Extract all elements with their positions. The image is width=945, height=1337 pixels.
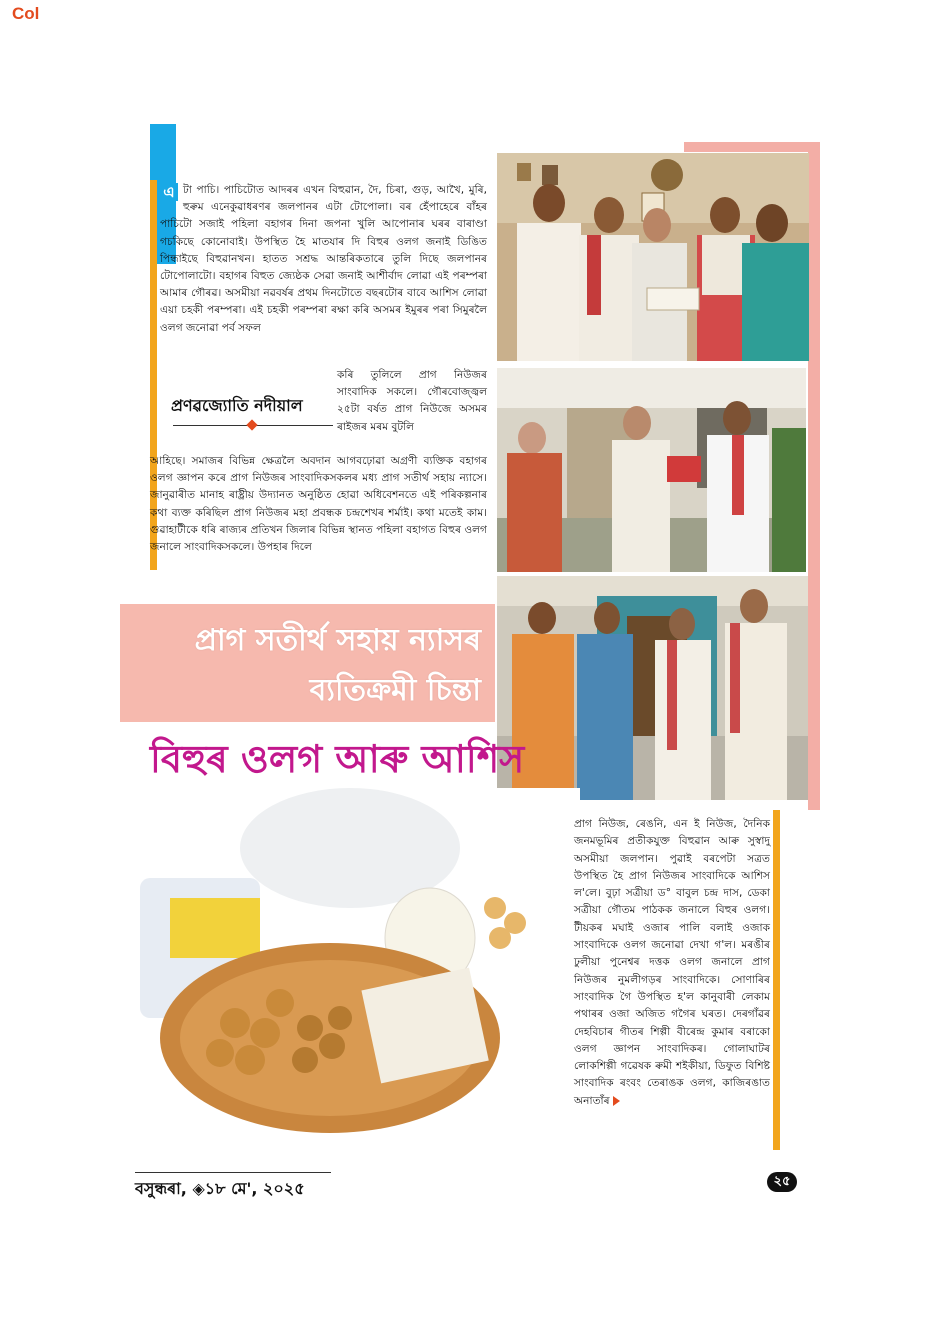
- photo-outdoor-greeting: [497, 368, 806, 572]
- page-number: ২৫: [767, 1172, 797, 1192]
- headline-line-1: প্ৰাগ সতীৰ্থ সহায় ন্যাসৰ: [194, 623, 481, 658]
- photo-satra-group: [497, 576, 808, 800]
- article-paragraph-2: আহিছে। সমাজৰ বিভিন্ন ক্ষেত্ৰলৈ অবদান আগবঢ়োৱা অগ্ৰণী ব্যক্তিক বহাগৰ ওলগ জ্ঞাপন কৰে প্ৰাগ নিউজৰ সাংবাদিকসকলৰ মধ্য প্ৰাগ সতীৰ্থ সহায় ন্যাসে। জানুৱাৰীত মানাহ ৰাষ্ট্ৰীয় উদ্যানত অনুষ্ঠিত হোৱা অধিবেশনতে এই পৰিকল্পনাৰ কথা ব্যক্ত কৰিছিল প্ৰাগ নিউজৰ মহা প্ৰবন্ধক চন্দ্ৰশেখৰ শৰ্মাই। কথা মতেই কাম। গুৱাহাটীকে ধৰি ৰাজ্যৰ প্ৰতিখন জিলাৰ বিভিন্ন স্থানত পহিলা বহাগত বিহুৰ ওলগ জনালে সাংবাদিকসকলে। উপহাৰ দিলে: [150, 455, 487, 554]
- byline-box: [165, 385, 337, 435]
- right-column-text: [574, 816, 770, 1110]
- photo-jalpan-platter: [100, 788, 580, 1156]
- right-column-paragraph: প্ৰাগ নিউজ, ৰেঙনি, এন ই নিউজ, দৈনিক জনমভূমিৰ প্ৰতীকযুক্ত বিহুৱান আৰু সুস্বাদু অসমীয়া জলপান। পুৱাই বৰপেটা সত্ৰত উপস্থিত হৈ প্ৰাগ নিউজৰ সাংবাদিকে আশিস ল'লে। বুঢ়া সত্ৰীয়া ড° বাবুল চন্দ্ৰ দাস, ডেকা সত্ৰীয়া গৌতম পাঠকক জনালে বিহুৰ ওলগ। টীয়কৰ মঘাই ওজাৰ পালি বলাই ওজাক সাংবাদিকে ওলগ জনোৱা দেখা গ'ল। মৰঙীৰ ঢুলীয়া পুনেশ্বৰ দত্তক ওলগ জনালে প্ৰাগ নিউজৰ নুমলীগড়ৰ সাংবাদিকে। সোণাৰিৰ সাংবাদিক গৈ উপস্থিত হ'ল কানুবাৰী লেকাম পথাৰৰ ওজা অজিত গগৈৰ ঘৰত। দেৰগাঁৱৰ দেহবিচাৰ গীতৰ শিল্পী বীৰেন্দ্ৰ কুমাৰ বৰাকো ওলগ জ্ঞাপন সাংবাদিকৰ। গোলাঘাটৰ লোকশিল্পী গৱেষক ৰুমী শইকীয়া, ডিফুত বিশিষ্ট সাংবাদিক ৰংবং তেৰাঙক ওলগ, কাজিৰঙাত অনাতাঁৰ: [574, 818, 770, 1107]
- footer-publication: বসুন্ধৰা, ◈১৮ মে', ২০২৫: [135, 1179, 305, 1198]
- headline-box: [120, 604, 495, 722]
- headline-line-2: ব্যতিক্ৰমী চিন্তা: [309, 673, 481, 708]
- orange-accent-bar-right: [773, 810, 780, 1150]
- continue-arrow-icon: [613, 1096, 620, 1106]
- pink-frame-right: [808, 142, 820, 810]
- diamond-icon: [246, 419, 257, 430]
- drop-cap: এ: [160, 183, 178, 201]
- footer-rule: [135, 1172, 331, 1173]
- article-intro: [160, 182, 487, 337]
- pink-frame-top: [684, 142, 820, 152]
- subheadline: বিহুৰ ওলগ আৰু আশিস: [150, 737, 525, 781]
- article-paragraph-1: টা পাচি। পাচিটোত আদৰৰ এখন বিহুৱান, দৈ, চিৰা, গুড়, আখৈ, মুৰি, হুৰুম এনেকুৱাধৰণৰ জলপানৰ এটা টোপোলা। বৰ হেঁপাহেৰে বাঁহৰ পাচিটো সজাই পহিলা বহাগৰ দিনা জপনা খুলি আপোনাৰ ঘৰৰ বাৰাণ্ডা গচকিছে কোনোবাই। উপস্থিত হৈ মাতযাৰ দি বিহুৰ ওলগ জনাই ডিঙিত পিন্ধাইছে বিহুৱানখন। হাতত সশ্ৰদ্ধ আন্তৰিকতাৰে তুলি দিছে জলপানৰ টোপোলাটো। বহাগৰ বিহুত জ্যেষ্ঠক সেৱা জনাই আশীৰ্বাদ লোৱা এই পৰম্পৰা আমাৰ গৌৰৱ। অসমীয়া নৱবৰ্ষৰ প্ৰথম দিনটোতে বছৰটোৰ বাবে আশিস লোৱা এয়া চহকী পৰম্পৰা। এই চহকী পৰম্পৰা ৰক্ষা কৰি অসমৰ ইমুৰৰ পৰা সিমুৰলৈ ওলগ জনোৱা পৰ্ব সফল: [160, 184, 487, 334]
- article-side-text: কৰি তুলিলে প্ৰাগ নিউজৰ সাংবাদিক সকলে। গৌৰবোজ্জ্বল ২৫টা বৰ্ষত প্ৰাগ নিউজে অসমৰ ৰাইজৰ মৰম বুটলি: [337, 369, 487, 433]
- photo-gift-presentation: [497, 153, 809, 361]
- corner-tag: Col: [12, 4, 40, 23]
- byline: প্ৰণৱজ্যোতি নদীয়াল: [171, 396, 303, 415]
